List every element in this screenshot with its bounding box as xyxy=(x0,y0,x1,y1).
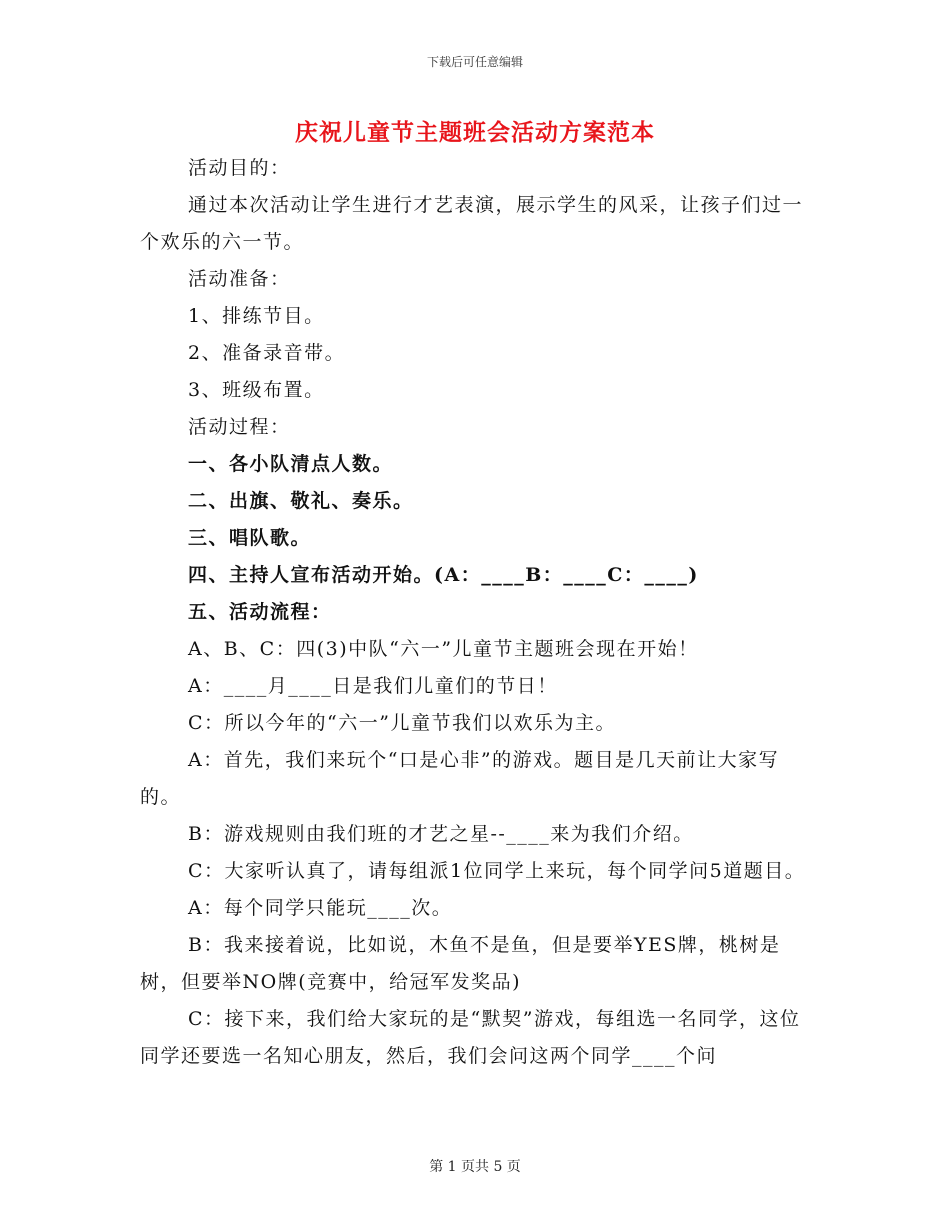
document-body xyxy=(140,150,810,1075)
paragraph: 五、活动流程： xyxy=(188,601,332,623)
paragraph: C：所以今年的“六一”儿童节我们以欢乐为主。 xyxy=(188,712,616,734)
paragraph: C：接下来，我们给大家玩的是“默契”游戏，每组选一名同学，这位同学还要选一名知心朋友，然后，我们会问这两个同学____个问 xyxy=(140,1008,801,1067)
paragraph: 二、出旗、敬礼、奏乐。 xyxy=(188,490,414,512)
paragraph: 1、排练节目。 xyxy=(188,305,325,327)
paragraph: A：____月____日是我们儿童们的节日！ xyxy=(188,675,558,697)
paragraph: 2、准备录音带。 xyxy=(188,342,346,364)
paragraph: 通过本次活动让学生进行才艺表演，展示学生的风采，让孩子们过一个欢乐的六一节。 xyxy=(140,194,804,253)
document-title: 庆祝儿童节主题班会活动方案范本 xyxy=(295,119,655,146)
paragraph: C：大家听认真了，请每组派1位同学上来玩，每个同学问5道题目。 xyxy=(188,860,806,882)
paragraph: 3、班级布置。 xyxy=(188,379,325,401)
paragraph: B：游戏规则由我们班的才艺之星--____来为我们介绍。 xyxy=(188,823,694,845)
page-footer: 第 1 页共 5 页 xyxy=(429,1159,521,1175)
paragraph: 活动过程： xyxy=(188,416,291,438)
paragraph: 活动目的： xyxy=(188,157,291,179)
paragraph: 一、各小队清点人数。 xyxy=(188,453,394,475)
paragraph: 活动准备： xyxy=(188,268,291,290)
paragraph: A：首先，我们来玩个“口是心非”的游戏。题目是几天前让大家写的。 xyxy=(140,749,780,808)
paragraph: A：每个同学只能玩____次。 xyxy=(188,897,453,919)
paragraph: B：我来接着说，比如说，木鱼不是鱼，但是要举YES牌，桃树是树，但要举NO牌(竞赛中，给冠军发奖品) xyxy=(140,934,781,993)
paragraph: 三、唱队歌。 xyxy=(188,527,312,549)
page-header: 下载后可任意编辑 xyxy=(426,55,523,69)
paragraph: A、B、C：四(3)中队“六一”儿童节主题班会现在开始！ xyxy=(188,638,699,660)
paragraph: 四、主持人宣布活动开始。(A：____B：____C：____) xyxy=(188,564,699,586)
